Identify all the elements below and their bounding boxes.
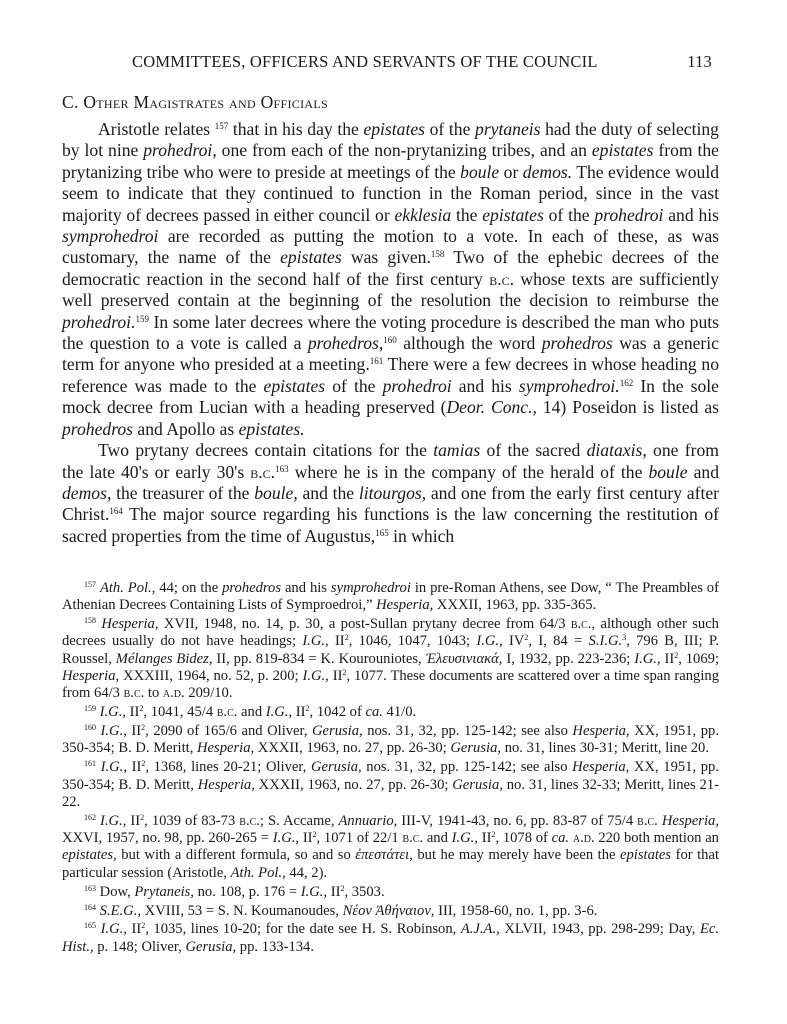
italic-run: Deor. Conc., (446, 397, 537, 418)
text-run: , 1035, lines 10-20; for the date see H. S. Robinson, (145, 921, 461, 938)
text-run: of the (543, 204, 595, 225)
text-run: 209/10. (184, 685, 233, 702)
note-reference: 2 (344, 633, 349, 643)
text-run: in which (388, 525, 455, 546)
italic-run: Gerusia, (185, 938, 237, 955)
footnote (62, 921, 719, 956)
small-caps-run: b.c. (637, 812, 658, 829)
text-run: , 1041, 45/4 (143, 704, 217, 721)
text-run: from the prytanizing tribe who were to preside at meetings of the (62, 140, 719, 182)
text-run: II (126, 812, 141, 829)
text-run: II (126, 921, 142, 938)
italic-run: epistates, (62, 847, 117, 864)
text-run: one from the late 40's or early 30's (62, 440, 719, 482)
italic-run: Ath. Pol., (230, 864, 286, 881)
italic-run: symprohedroi. (518, 375, 620, 396)
text-run: , 1042 of (309, 704, 366, 721)
note-reference: 2 (342, 668, 347, 678)
italic-run: Gerusia, (452, 776, 503, 793)
text-run: Aristotle relates (98, 119, 215, 139)
note-reference: 2 (141, 921, 146, 931)
text-run: II (328, 668, 343, 685)
text-run: , 3503. (344, 883, 385, 900)
note-reference: 162 (619, 377, 634, 388)
text-run: and (237, 704, 266, 721)
text-run: The major source regarding his functions is the law concerning the restitution of sacred properties from the time of Augustus, (62, 504, 719, 546)
text-run: of the (325, 375, 383, 396)
text-run: are recorded as putting the motion to a vote. In each of these, as was customary, the name of the (62, 226, 719, 268)
note-reference: 158 (430, 249, 445, 260)
note-reference: 2 (491, 830, 496, 840)
note-reference: 163 (84, 883, 96, 893)
note-reference: 158 (84, 616, 96, 626)
text-run: II (292, 704, 306, 721)
text-run: , 2090 of 165/6 and Oliver, (145, 723, 312, 740)
footnote (62, 580, 719, 615)
italic-run: epistates (363, 119, 426, 139)
text-run: 44; on the (155, 580, 223, 596)
italic-run: Prytaneis, (134, 883, 194, 900)
text-run: II (477, 830, 492, 847)
italic-run: epistates (620, 847, 672, 864)
italic-run: Mélanges Bidez, (115, 650, 213, 667)
text-run: no. 31, lines 30-31; Meritt, line 20. (501, 740, 709, 757)
text-run: one from each of the non-prytanizing tribes, and an (216, 140, 592, 161)
text-run: for that particular session (Aristotle, (62, 847, 720, 881)
note-reference: 165 (84, 921, 96, 931)
text-run: the treasurer of the (111, 482, 255, 503)
text-run: , 796 B, III; P. Roussel, (62, 633, 720, 667)
italic-run: I.G., (100, 812, 127, 829)
text-run: I, 1932, pp. 223-236; (502, 650, 635, 667)
italic-run: Ec. Hist., (62, 921, 719, 955)
italic-run: Hesperia, (661, 812, 719, 829)
italic-run: ca. (551, 830, 570, 847)
page-number: 113 (687, 52, 712, 71)
text-run: , 1368, lines 20-21; Oliver, (145, 759, 311, 776)
text-run: that in his day the (228, 119, 364, 139)
italic-run: Ath. Pol., (99, 580, 156, 596)
text-run: , 1077. These documents are scattered over a time span ranging from 64/3 (62, 668, 719, 702)
text-run: , 1039 of 83-73 (144, 812, 240, 829)
italic-run: I.G., (272, 830, 300, 847)
note-reference: 160 (84, 723, 96, 733)
small-caps-run: b.c., (570, 616, 596, 633)
italic-run: prohedros (541, 333, 613, 354)
text-run: , 1069; (678, 650, 719, 667)
text-run: II (328, 633, 345, 650)
text-run: II (126, 759, 142, 776)
italic-run: Νέον Ἀθήναιον, (342, 902, 435, 919)
italic-run: prohedros (222, 580, 282, 596)
text-run: , 1046, 1047, 1043; (348, 633, 477, 650)
text-run: In some later decrees where the voting procedure is described the man who puts the question to a vote is called a (62, 311, 719, 354)
text-run: but he may merely have been the (412, 847, 620, 864)
italic-run: A.J.A., (460, 921, 500, 938)
note-reference: 2 (140, 812, 145, 822)
text-run: to (144, 685, 163, 702)
note-reference: 159 (84, 704, 96, 714)
text-run: and the (297, 482, 359, 503)
italic-run: Annuario, (338, 812, 398, 829)
text-run: although the word (396, 333, 542, 354)
small-caps-run: b.c. (123, 685, 145, 702)
text-run: IV (502, 633, 525, 650)
italic-run: I.G., (100, 759, 127, 776)
note-reference: 165 (375, 527, 389, 538)
text-run: nos. 31, 32, pp. 125-142; see also (361, 759, 573, 776)
italic-run: epistates (482, 204, 544, 225)
footnote (62, 759, 719, 811)
note-reference: 2 (674, 650, 679, 660)
text-run: Two of the ephebic decrees of the democratic reaction in the second half of the first century (62, 247, 719, 289)
note-reference: 160 (383, 335, 397, 346)
italic-run: I.G., (302, 668, 329, 685)
italic-run: I.G., (99, 704, 127, 721)
text-run: S. Accame, (264, 812, 339, 829)
text-run: nos. 31, 32, pp. 125-142; see also (362, 723, 573, 740)
italic-run: prohedros, (307, 333, 384, 354)
italic-run: I.G., (265, 704, 293, 721)
text-run: , I, 84 = (528, 633, 589, 650)
text-run: 220 both mention an (594, 830, 719, 847)
note-reference: 157 (214, 121, 229, 131)
footnotes (62, 580, 719, 958)
text-run: There were a few decrees in whose heading no reference was made to the (62, 354, 719, 396)
italic-run: I.G., (100, 723, 127, 740)
text-run: had the duty of selecting by lot nine (62, 119, 719, 161)
italic-run: prohedroi. (62, 311, 136, 332)
italic-run: Hesperia, (572, 759, 630, 776)
text-run: XXXII, 1963, pp. 335-365. (433, 597, 597, 614)
text-run: II (660, 650, 675, 667)
small-caps-run: b.c. (250, 461, 276, 482)
section-title: Other Magistrates and Officials (83, 92, 328, 112)
note-reference: 2 (524, 633, 529, 643)
italic-run: demos. (522, 161, 573, 182)
text-run: was given. (341, 247, 431, 268)
small-caps-run: b.c. (402, 830, 424, 847)
text-run: 41/0. (382, 704, 417, 721)
italic-run: Ἐλευσινιακά, (425, 650, 503, 667)
italic-run: Hesperia, (572, 723, 630, 740)
italic-run: I.G., (476, 633, 503, 650)
note-reference: 157 (84, 580, 96, 589)
note-reference: 2 (305, 704, 310, 714)
text-run: and his (451, 375, 519, 396)
italic-run: Hesperia, (197, 776, 255, 793)
text-run: Dow, (96, 883, 135, 900)
note-reference: 162 (84, 812, 96, 822)
small-caps-run: b.c.; (239, 812, 264, 829)
italic-run: I.G., (634, 650, 661, 667)
note-reference: 164 (109, 506, 123, 517)
text-run: , 1078 of (495, 830, 552, 847)
note-reference: 2 (141, 759, 146, 769)
italic-run: Gerusia, (450, 740, 502, 757)
text-run: 14) Poseidon is listed as (536, 397, 719, 418)
note-reference: 2 (340, 883, 345, 893)
text-run: the (451, 204, 483, 225)
text-run: pp. 133-134. (236, 938, 314, 955)
italic-run: prohedroi, (143, 140, 217, 161)
text-run: no. 31, lines 32-33; Meritt, lines 21-22. (62, 776, 719, 810)
italic-run: Gerusia, (310, 759, 362, 776)
text-run: no. 108, p. 176 = (193, 883, 301, 900)
text-run: of the sacred (480, 440, 587, 461)
text-run: and Apollo as (133, 418, 239, 439)
italic-run: I.G., (300, 883, 328, 900)
text-run: or (499, 161, 523, 182)
text-run: was a generic term for anyone who presided at a meeting. (62, 333, 719, 375)
text-run: and his (663, 204, 719, 225)
italic-run: diataxis, (586, 440, 647, 461)
italic-run: boule (648, 461, 688, 482)
small-caps-run: a.d. (572, 830, 595, 847)
text-run: II (126, 723, 142, 740)
text-run: and (687, 461, 719, 482)
running-head (92, 52, 712, 76)
text-run: III, 1958-60, no. 1, pp. 3-6. (434, 902, 598, 919)
text-run: XXXIII, 1964, no. 52, p. 200; (119, 668, 303, 685)
footnote (62, 616, 719, 702)
text-run: XXXII, 1963, no. 27, pp. 26-30; (254, 740, 451, 757)
body-paragraph (62, 119, 719, 440)
note-reference: 2 (312, 830, 317, 840)
text-run: p. 148; Oliver, (93, 938, 186, 955)
italic-run: Gerusia, (312, 723, 363, 740)
text-run: II, pp. 819-834 = K. Kourouniotes, (212, 650, 426, 667)
italic-run: prohedroi (382, 375, 452, 396)
italic-run: I.G., (302, 633, 329, 650)
italic-run: S.I.G. (588, 633, 623, 650)
body-paragraph (62, 440, 719, 547)
text-run: Two prytany decrees contain citations for the (98, 440, 434, 461)
italic-run: Hesperia, (62, 668, 120, 685)
text-run: and one from the early first century after Christ. (62, 482, 720, 525)
note-reference: 163 (275, 463, 289, 474)
italic-run: demos, (62, 482, 112, 503)
text-run: of the (425, 119, 476, 139)
italic-run: Hesperia, (101, 616, 159, 633)
text-run: XVIII, 53 = S. N. Koumanoudes, (141, 902, 343, 919)
italic-run: S.E.G., (99, 902, 142, 919)
italic-run: symprohedroi (62, 226, 159, 247)
small-caps-run: a.d. (162, 685, 185, 702)
italic-run: litourgos, (358, 482, 427, 503)
text-run: The evidence would seem to indicate that they continued to function in the Roman period, since in the vast majority of decrees passed in either council or (62, 161, 720, 225)
italic-run: I.G., (100, 921, 127, 938)
italic-run: Hesperia, (197, 740, 255, 757)
italic-run: prohedroi (594, 204, 664, 225)
italic-run: epistates. (238, 418, 305, 439)
text-run: II (327, 883, 341, 900)
note-reference: 164 (84, 902, 96, 912)
text-run: XVII, 1948, no. 14, p. 30, a post-Sullan prytany decree from 64/3 (158, 616, 571, 633)
note-reference: 2 (141, 723, 146, 733)
note-reference: 159 (135, 313, 149, 324)
text-run: XXVI, 1957, no. 98, pp. 260-265 = (62, 830, 273, 847)
italic-run: boule, (254, 482, 298, 503)
italic-run: ἐπεστάτει, (355, 847, 413, 864)
text-run: where he is in the company of the herald of the (288, 461, 649, 482)
italic-run: symprohedroi (330, 580, 411, 596)
italic-run: epistates (591, 140, 654, 161)
small-caps-run: b.c. (489, 268, 515, 289)
italic-run: epistates (280, 247, 342, 268)
italic-run: tamias (433, 440, 481, 461)
body-text (62, 119, 719, 547)
text-run: XX, 1951, pp. 350-354; B. D. Meritt, (62, 723, 719, 757)
italic-run: boule (460, 161, 500, 182)
note-reference: 2 (139, 704, 144, 714)
footnote (62, 884, 719, 901)
running-head-title: COMMITTEES, OFFICERS AND SERVANTS OF THE COUNCIL (132, 52, 598, 71)
text-run: and (423, 830, 452, 847)
section-letter: C. (62, 92, 79, 112)
italic-run: epistates (263, 375, 326, 396)
text-run: In the sole mock decree from Lucian with a heading preserved ( (62, 375, 719, 418)
italic-run: ekklesia (394, 204, 452, 225)
text-run: XLVII, 1943, pp. 298-299; Day, (499, 921, 700, 938)
footnote (62, 704, 719, 721)
note-reference: 161 (84, 759, 96, 769)
footnote (62, 813, 719, 882)
small-caps-run: b.c. (216, 704, 238, 721)
text-run: III-V, 1941-43, no. 6, pp. 83-87 of 75/4 (397, 812, 638, 829)
italic-run: prytaneis (475, 119, 541, 139)
text-run: 44, 2). (285, 864, 328, 881)
text-run: and his (281, 580, 331, 596)
note-reference: 161 (369, 356, 384, 367)
footnote (62, 723, 719, 758)
text-run: , 1071 of 22/1 (316, 830, 403, 847)
text-run: but with a different formula, so and so (116, 847, 356, 864)
italic-run: ca. (365, 704, 383, 721)
text-run: in pre-Roman Athens, see Dow, “ The Preambles of Athenian Decrees Containing Lists of Symproedroi,” (62, 580, 719, 614)
text-run: II (126, 704, 140, 721)
text-run: although other such decrees usually do not have headings; (62, 616, 719, 650)
footnote (62, 903, 719, 920)
text-run: XXXII, 1963, no. 27, pp. 26-30; (254, 776, 453, 793)
italic-run: Hesperia, (376, 597, 434, 614)
note-reference: 3 (622, 633, 627, 643)
text-run: whose texts are sufficiently well preserved contain at the beginning of the resolution the decision to reimburse the (62, 268, 719, 311)
italic-run: I.G., (451, 830, 478, 847)
section-heading (62, 92, 328, 113)
italic-run: prohedros (62, 418, 134, 439)
text-run: II (299, 830, 313, 847)
text-run: XX, 1951, pp. 350-354; B. D. Meritt, (62, 759, 719, 793)
